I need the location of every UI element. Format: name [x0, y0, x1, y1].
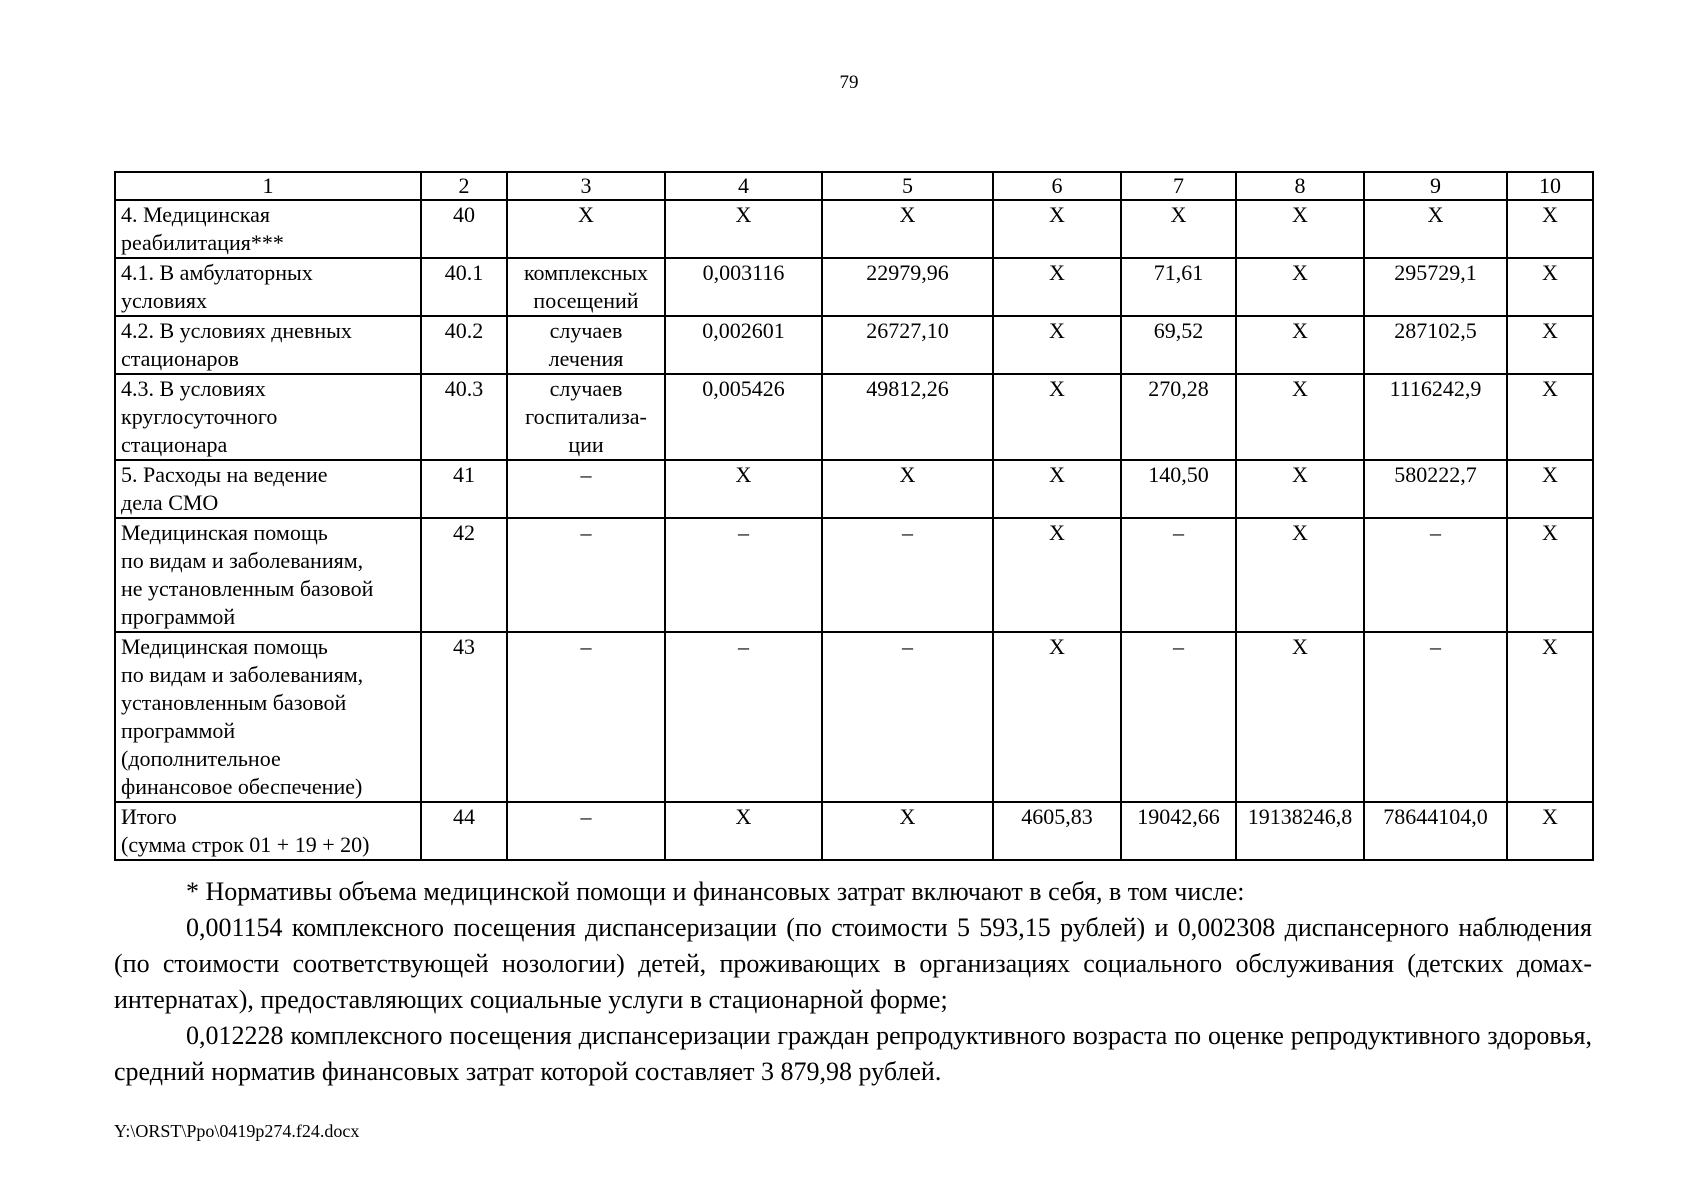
table-cell	[1236, 632, 1364, 802]
table-cell	[1236, 518, 1364, 632]
cell-line: Х	[1292, 202, 1308, 227]
cell-line: –	[580, 520, 592, 545]
cell-line: Х	[1542, 804, 1558, 829]
cell-line: 5. Расходы на ведение	[121, 462, 328, 487]
footnote-paragraph: 0,001154 комплексного посещения диспансеризации (по стоимости 5 593,15 рублей) и 0,002308 диспансерного наблюдения (по стоимости соответствующей нозологии) детей, проживающих в организациях социального обслуживания (детских домах-интернатах), предоставляющих социальные услуги в стационарной форме;	[114, 913, 1592, 1014]
cell-line: 41	[453, 462, 475, 487]
cell-line: 0,003116	[702, 260, 785, 285]
row-label-cell	[115, 200, 421, 258]
cell-line: 22979,96	[866, 260, 949, 285]
cell-line: –	[902, 634, 913, 659]
table-cell	[1236, 258, 1364, 316]
cell-line: Х	[735, 462, 752, 487]
cell-line: 580222,7	[1394, 462, 1477, 487]
table-cell	[822, 258, 993, 316]
table-cell	[665, 802, 822, 860]
cell-line: Х	[1292, 634, 1308, 659]
table-cell	[1121, 316, 1236, 374]
cell-line: Х	[735, 202, 752, 227]
cell-line: –	[738, 634, 749, 659]
column-header: 4	[665, 172, 822, 200]
cell-line: не установленным базовой	[121, 576, 374, 601]
cell-line: случаев	[549, 376, 623, 401]
table-cell	[822, 518, 993, 632]
cell-line: 40.2	[444, 318, 484, 343]
table-cell	[1121, 802, 1236, 860]
cell-line: стационаров	[121, 346, 239, 371]
cell-line: –	[580, 462, 592, 487]
table-row	[115, 632, 1593, 802]
cell-line: 0,002601	[702, 318, 785, 343]
cell-line: Х	[578, 202, 594, 227]
table-cell	[822, 200, 993, 258]
cell-line: 4.1. В амбулаторных	[121, 260, 313, 285]
cell-line: Х	[1542, 260, 1558, 285]
table-cell	[1364, 316, 1507, 374]
row-label-cell	[115, 632, 421, 802]
cell-line: 287102,5	[1394, 318, 1477, 343]
table-row	[115, 316, 1593, 374]
table-cell	[421, 518, 507, 632]
row-label-cell	[115, 518, 421, 632]
cell-line: (сумма строк 01 + 19 + 20)	[121, 832, 370, 857]
table-cell	[421, 200, 507, 258]
table-row	[115, 258, 1593, 316]
cell-line: круглосуточного	[121, 404, 278, 429]
column-header: 8	[1236, 172, 1364, 200]
table-row	[115, 802, 1593, 860]
footnote-paragraph: * Нормативы объема медицинской помощи и финансовых затрат включают в себя, в том числе:	[186, 877, 1245, 906]
table-cell	[421, 632, 507, 802]
table-cell	[507, 460, 665, 518]
column-header: 9	[1364, 172, 1507, 200]
cell-line: Медицинская помощь	[121, 634, 328, 659]
table-cell	[665, 374, 822, 460]
table-cell	[665, 460, 822, 518]
cell-line: –	[902, 520, 913, 545]
cell-line: Х	[1542, 202, 1558, 227]
data-table	[114, 171, 1594, 861]
column-header: 1	[115, 172, 421, 200]
table-cell	[1236, 316, 1364, 374]
page-number: 79	[839, 72, 859, 93]
cell-line: 43	[453, 634, 475, 659]
cell-line: Х	[1170, 202, 1187, 227]
cell-line: ции	[568, 432, 604, 457]
cell-line: стационара	[121, 432, 228, 457]
table-cell	[1507, 802, 1593, 860]
table-cell	[822, 316, 993, 374]
table-cell	[1236, 200, 1364, 258]
cell-line: 40.3	[444, 376, 484, 401]
table-cell	[507, 316, 665, 374]
cell-line: –	[1173, 520, 1184, 545]
cell-line: условиях	[121, 288, 208, 313]
cell-line: 19042,66	[1137, 804, 1220, 829]
table-cell	[1236, 460, 1364, 518]
cell-line: комплексных	[523, 260, 649, 285]
table-cell	[665, 258, 822, 316]
document-file-path: Y:\ORST\Ppo\0419p274.f24.docx	[114, 1121, 360, 1141]
table-cell	[1364, 802, 1507, 860]
cell-line: дела СМО	[121, 490, 219, 515]
cell-line: 26727,10	[866, 318, 949, 343]
cell-line: –	[1430, 520, 1441, 545]
cell-line: финансовое обеспечение)	[121, 774, 363, 799]
cell-line: –	[738, 520, 749, 545]
table-cell	[822, 802, 993, 860]
cell-line: Итого	[121, 804, 177, 829]
table-cell	[1507, 460, 1593, 518]
cell-line: программой	[121, 718, 236, 743]
cell-line: программой	[121, 604, 236, 629]
cell-line: Х	[1542, 520, 1558, 545]
cell-line: Х	[1049, 318, 1065, 343]
table-cell	[1121, 518, 1236, 632]
table-cell	[507, 374, 665, 460]
cell-line: 49812,26	[866, 376, 949, 401]
column-header: 5	[822, 172, 993, 200]
column-header: 7	[1121, 172, 1236, 200]
table-cell	[665, 200, 822, 258]
table-cell	[1507, 518, 1593, 632]
table-cell	[993, 374, 1121, 460]
table-cell	[1507, 632, 1593, 802]
table-cell	[1364, 258, 1507, 316]
footnote-paragraph: 0,012228 комплексного посещения диспансеризации граждан репродуктивного возраста по оценке репродуктивного здоровья, средний норматив финансовых затрат которой составляет 3 879,98 рублей.	[114, 1021, 1592, 1086]
table-cell	[665, 632, 822, 802]
cell-line: Х	[1049, 260, 1065, 285]
table-cell	[507, 518, 665, 632]
table-cell	[507, 632, 665, 802]
table-body	[115, 200, 1593, 860]
cell-line: 140,50	[1148, 462, 1209, 487]
column-header: 3	[507, 172, 665, 200]
cell-line: по видам и заболеваниям,	[121, 548, 364, 573]
cell-line: Х	[1049, 462, 1065, 487]
table-cell	[993, 200, 1121, 258]
cell-line: Х	[1542, 318, 1558, 343]
table-cell	[993, 316, 1121, 374]
cell-line: 40.1	[444, 260, 484, 285]
cell-line: Х	[1427, 202, 1444, 227]
cell-line: Х	[1049, 202, 1065, 227]
table-row	[115, 200, 1593, 258]
cell-line: Х	[899, 462, 916, 487]
cell-line: случаев	[549, 318, 623, 343]
cell-line: лечения	[548, 346, 624, 371]
table-cell	[665, 316, 822, 374]
table-cell	[421, 802, 507, 860]
cell-line: 270,28	[1148, 376, 1209, 401]
row-label-cell	[115, 258, 421, 316]
table-cell	[421, 316, 507, 374]
cell-line: –	[1430, 634, 1441, 659]
cell-line: 78644104,0	[1383, 804, 1488, 829]
cell-line: по видам и заболеваниям,	[121, 662, 364, 687]
column-header: 10	[1507, 172, 1593, 200]
cell-line: Х	[1292, 376, 1308, 401]
table-cell	[421, 258, 507, 316]
cell-line: Х	[899, 804, 916, 829]
cell-line: Х	[899, 202, 916, 227]
table-cell	[421, 460, 507, 518]
table-row	[115, 460, 1593, 518]
column-header: 6	[993, 172, 1121, 200]
table-cell	[1121, 460, 1236, 518]
table-cell	[1364, 632, 1507, 802]
cell-line: посещений	[533, 288, 639, 313]
cell-line: 1116242,9	[1389, 376, 1482, 401]
table-cell	[822, 460, 993, 518]
table-header-row	[115, 172, 1593, 200]
table-cell	[1364, 200, 1507, 258]
table-cell	[507, 200, 665, 258]
table-cell	[1364, 518, 1507, 632]
cell-line: 69,52	[1153, 318, 1204, 343]
table-cell	[1507, 316, 1593, 374]
cell-line: –	[1173, 634, 1184, 659]
table-cell	[1121, 258, 1236, 316]
table-cell	[1364, 460, 1507, 518]
row-label-cell	[115, 316, 421, 374]
row-label-cell	[115, 460, 421, 518]
cell-line: 40	[453, 202, 475, 227]
cell-line: Х	[1049, 634, 1065, 659]
table-cell	[1236, 802, 1364, 860]
table-cell	[993, 802, 1121, 860]
table-cell	[507, 802, 665, 860]
cell-line: реабилитация***	[121, 230, 284, 255]
cell-line: Х	[1542, 376, 1558, 401]
cell-line: (дополнительное	[121, 746, 281, 771]
cell-line: 4. Медицинская	[121, 202, 271, 227]
cell-line: 4.3. В условиях	[121, 376, 266, 401]
cell-line: 0,005426	[702, 376, 785, 401]
table-cell	[993, 632, 1121, 802]
cell-line: Х	[1049, 520, 1065, 545]
table-cell	[1121, 200, 1236, 258]
cell-line: 71,61	[1153, 260, 1204, 285]
cell-line: Медицинская помощь	[121, 520, 328, 545]
table-cell	[1507, 200, 1593, 258]
table-cell	[1364, 374, 1507, 460]
cell-line: 4.2. В условиях дневных	[121, 318, 352, 343]
cell-line: Х	[1292, 520, 1308, 545]
table-cell	[993, 258, 1121, 316]
cell-line: –	[580, 804, 592, 829]
cell-line: установленным базовой	[121, 690, 347, 715]
table-cell	[822, 374, 993, 460]
cell-line: госпитализа-	[525, 404, 647, 429]
table-cell	[993, 460, 1121, 518]
cell-line: Х	[1542, 634, 1558, 659]
cell-line: Х	[1049, 376, 1065, 401]
table-cell	[1121, 632, 1236, 802]
row-label-cell	[115, 802, 421, 860]
cell-line: Х	[1292, 462, 1308, 487]
table-cell	[1236, 374, 1364, 460]
cell-line: Х	[1542, 462, 1558, 487]
cell-line: –	[580, 634, 592, 659]
cell-line: Х	[1292, 260, 1308, 285]
cell-line: 295729,1	[1394, 260, 1477, 285]
cell-line: 4605,83	[1021, 804, 1093, 829]
row-label-cell	[115, 374, 421, 460]
table-cell	[1507, 374, 1593, 460]
table-cell	[507, 258, 665, 316]
cell-line: 44	[453, 804, 475, 829]
table-cell	[822, 632, 993, 802]
table-row	[115, 374, 1593, 460]
cell-line: 19138246,8	[1247, 804, 1353, 829]
cell-line: Х	[1292, 318, 1308, 343]
table-cell	[1507, 258, 1593, 316]
footnotes	[114, 874, 1592, 1090]
cell-line: 42	[453, 520, 475, 545]
cell-line: Х	[735, 804, 752, 829]
table-row	[115, 518, 1593, 632]
table-cell	[1121, 374, 1236, 460]
table-cell	[421, 374, 507, 460]
column-header: 2	[421, 172, 507, 200]
table-cell	[993, 518, 1121, 632]
table-cell	[665, 518, 822, 632]
